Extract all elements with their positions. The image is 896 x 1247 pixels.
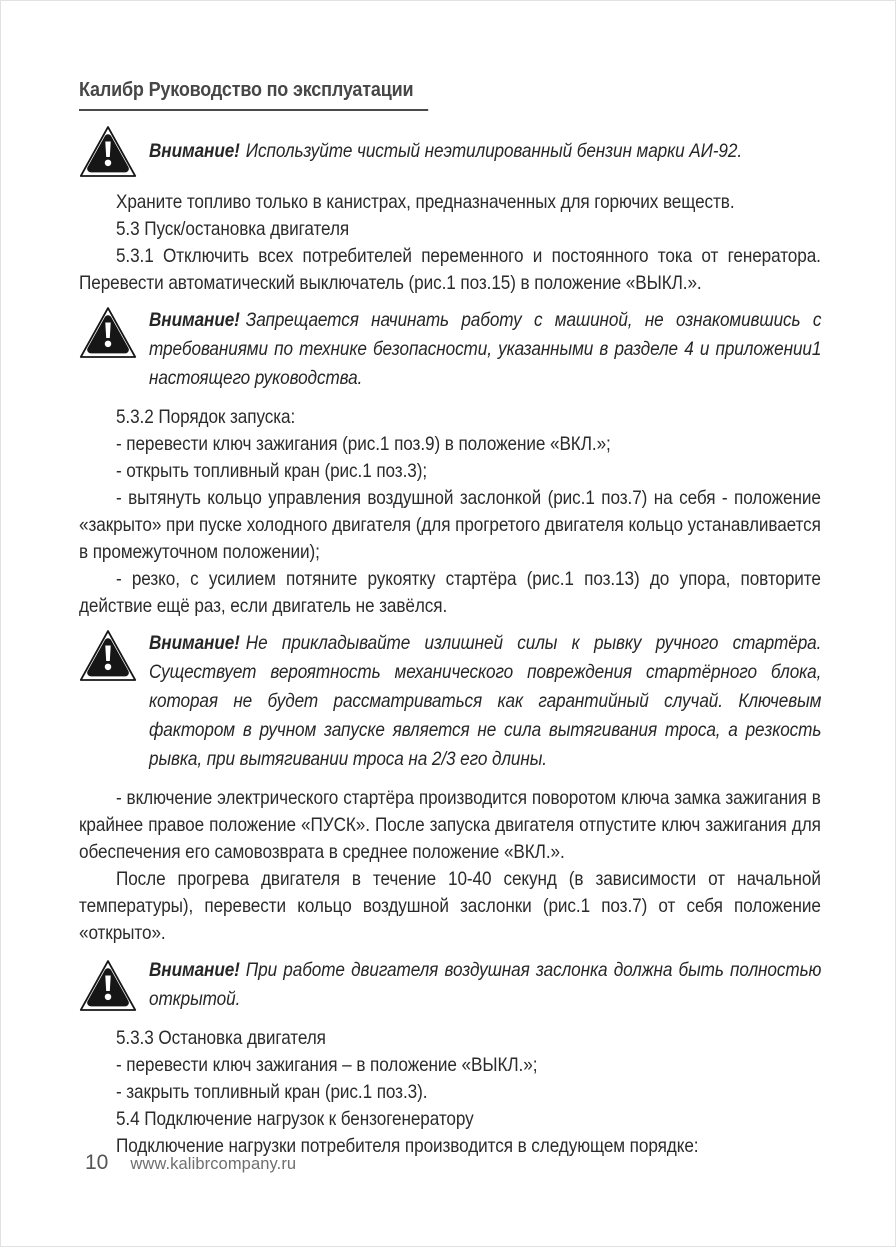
section-heading-5-3-2: 5.3.2 Порядок запуска: (115, 406, 296, 428)
warning-text (149, 137, 821, 166)
warning-label: Внимание! (149, 632, 240, 654)
warning-text (149, 956, 821, 1014)
list-item-starter-pull: - резко, с усилием потяните рукоятку стартёра (рис.1 поз.13) до упора, повторите действие ещё раз, если двигатель не завёлся. (79, 568, 821, 617)
warning-label: Внимание! (149, 959, 240, 981)
page-number: 10 (85, 1151, 109, 1174)
warning-message: Не прикладывайте излишней силы к рывку ручного стартёра. Существует вероятность механического повреждения стартёрного блока, которая не будет рассматриваться как гарантийный случай. Ключевым фактором в ручном запуске является не сила вытягивания троса, а резкость рывка, при вытягивании троса на 2/3 его длины. (149, 632, 822, 770)
warning-text (149, 306, 821, 393)
warning-label: Внимание! (149, 140, 240, 162)
warning-block-safety (79, 306, 822, 393)
paragraph-warmup: После прогрева двигателя в течение 10-40 секунд (в зависимости от начальной температуры), перевести кольцо воздушной заслонки (рис.1 поз.7) от себя положение «открыто». (79, 868, 821, 944)
paragraph-fuel-storage: Храните топливо только в канистрах, предназначенных для горючих веществ. (115, 191, 735, 213)
warning-label: Внимание! (149, 309, 240, 331)
warning-message: Запрещается начинать работу с машиной, не ознакомившись с требованиями по технике безопасности, указанными в разделе 4 и приложении1 настоящего руководства. (149, 309, 822, 389)
list-item-close-valve: - закрыть топливный кран (рис.1 поз.3). (115, 1081, 428, 1103)
page-content (79, 125, 822, 1160)
warning-text (149, 629, 821, 774)
warning-triangle-icon (79, 959, 137, 1012)
list-item-electric-starter: - включение электрического стартёра производится поворотом ключа замка зажигания в крайнее правое положение «ПУСК». После запуска двигателя отпустите ключ зажигания для обеспечения его самовозврата в среднее положение «ВКЛ.». (79, 787, 821, 863)
list-item-ignition-key: - перевести ключ зажигания (рис.1 поз.9) в положение «ВКЛ.»; (115, 433, 611, 455)
section-heading-5-3: 5.3 Пуск/остановка двигателя (115, 218, 350, 240)
page-header-title: Калибр Руководство по эксплуатации (79, 79, 428, 111)
website-url: www.kalibrcompany.ru (130, 1155, 297, 1173)
page-footer (85, 1151, 296, 1175)
warning-triangle-icon (79, 629, 137, 682)
warning-message: При работе двигателя воздушная заслонка должна быть полностью открытой. (149, 959, 822, 1010)
warning-block-fuel (79, 125, 819, 178)
warning-triangle-icon (79, 125, 137, 178)
warning-message: Используйте чистый неэтилированный бензин марки АИ-92. (245, 140, 743, 162)
warning-block-starter (79, 629, 822, 774)
list-item-fuel-valve: - открыть топливный кран (рис.1 поз.3); (115, 460, 428, 482)
section-heading-5-4: 5.4 Подключение нагрузок к бензогенератору (115, 1108, 474, 1130)
warning-block-choke-open (79, 956, 822, 1014)
section-heading-5-3-3: 5.3.3 Остановка двигателя (115, 1027, 326, 1049)
paragraph-5-3-1: 5.3.1 Отключить всех потребителей переменного и постоянного тока от генератора. Перевести автоматический выключатель (рис.1 поз.15) в положение «ВЫКЛ.». (79, 245, 821, 294)
paragraph-load-connection: Подключение нагрузки потребителя производится в следующем порядке: (115, 1135, 699, 1157)
list-item-key-off: - перевести ключ зажигания – в положение «ВЫКЛ.»; (115, 1054, 538, 1076)
list-item-choke-ring: - вытянуть кольцо управления воздушной заслонкой (рис.1 поз.7) на себя - положение «закрыто» при пуске холодного двигателя (для прогретого двигателя кольцо устанавливается в промежуточном положении); (79, 487, 821, 563)
warning-triangle-icon (79, 306, 137, 359)
